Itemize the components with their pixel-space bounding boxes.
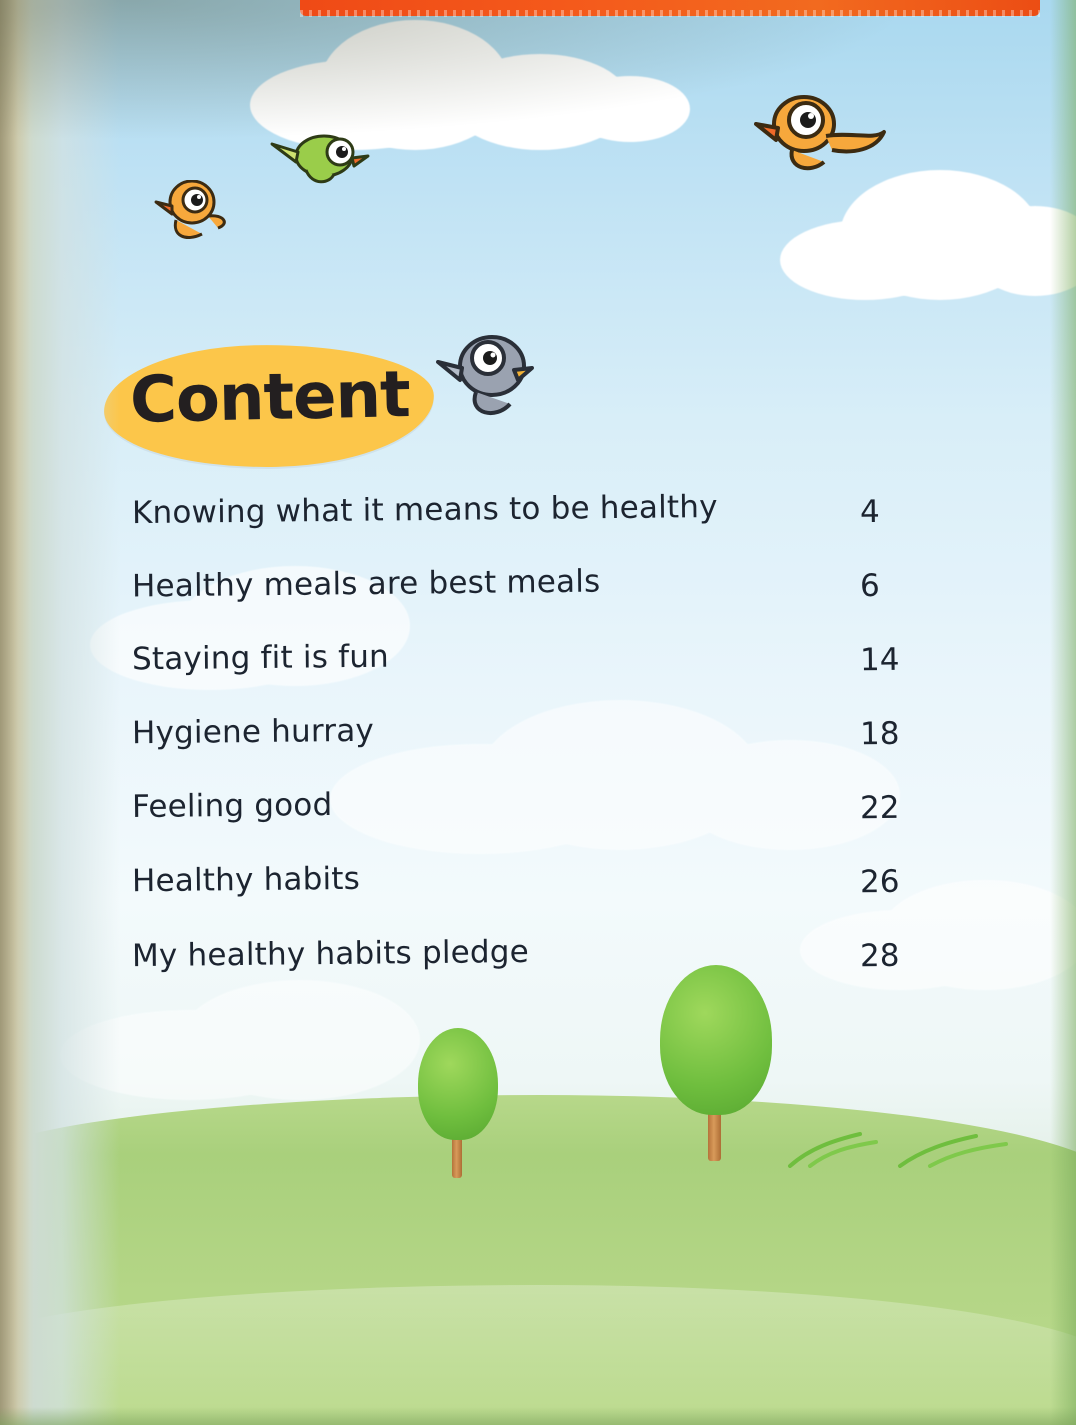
toc-entry[interactable]	[131, 563, 932, 640]
toc-entry-title: Knowing what it means to be healthy	[131, 488, 718, 532]
toc-entry-title: Feeling good	[131, 786, 333, 826]
toc-entry-page: 22	[859, 789, 900, 827]
table-of-contents	[131, 488, 932, 1010]
toc-entry-page: 28	[859, 937, 900, 975]
book-spine-shadow	[0, 0, 30, 1425]
toc-entry[interactable]	[132, 714, 932, 788]
toc-entry[interactable]	[131, 933, 932, 1010]
toc-entry-page: 18	[859, 715, 900, 753]
toc-entry-page: 4	[859, 493, 880, 531]
toc-entry-page: 26	[859, 863, 900, 901]
toc-entry-title: My healthy habits pledge	[131, 933, 530, 975]
toc-entry[interactable]	[132, 640, 932, 714]
toc-entry-title: Healthy meals are best meals	[131, 563, 601, 605]
ground-highlight	[0, 1285, 1076, 1425]
toc-entry[interactable]	[131, 488, 932, 566]
page-bottom-edge	[0, 1407, 1076, 1425]
toc-entry[interactable]	[132, 862, 932, 936]
orange-bird-small-left-icon	[132, 180, 242, 250]
toc-entry-page: 14	[859, 641, 900, 679]
page-right-edge	[1050, 0, 1076, 1425]
toc-entry[interactable]	[132, 788, 932, 862]
grass-tuft-right	[780, 1118, 1020, 1168]
toc-entry-title: Healthy habits	[131, 860, 361, 900]
page-title: Content	[129, 358, 411, 438]
toc-entry-title: Staying fit is fun	[131, 638, 390, 678]
toc-entry-page: 6	[859, 567, 880, 605]
content-heading	[104, 345, 444, 480]
toc-entry-title: Hygiene hurray	[131, 712, 375, 752]
facing-page-top-strip	[300, 0, 1040, 16]
page-corner-shadow	[0, 0, 1076, 170]
grey-bird-icon	[432, 322, 552, 432]
